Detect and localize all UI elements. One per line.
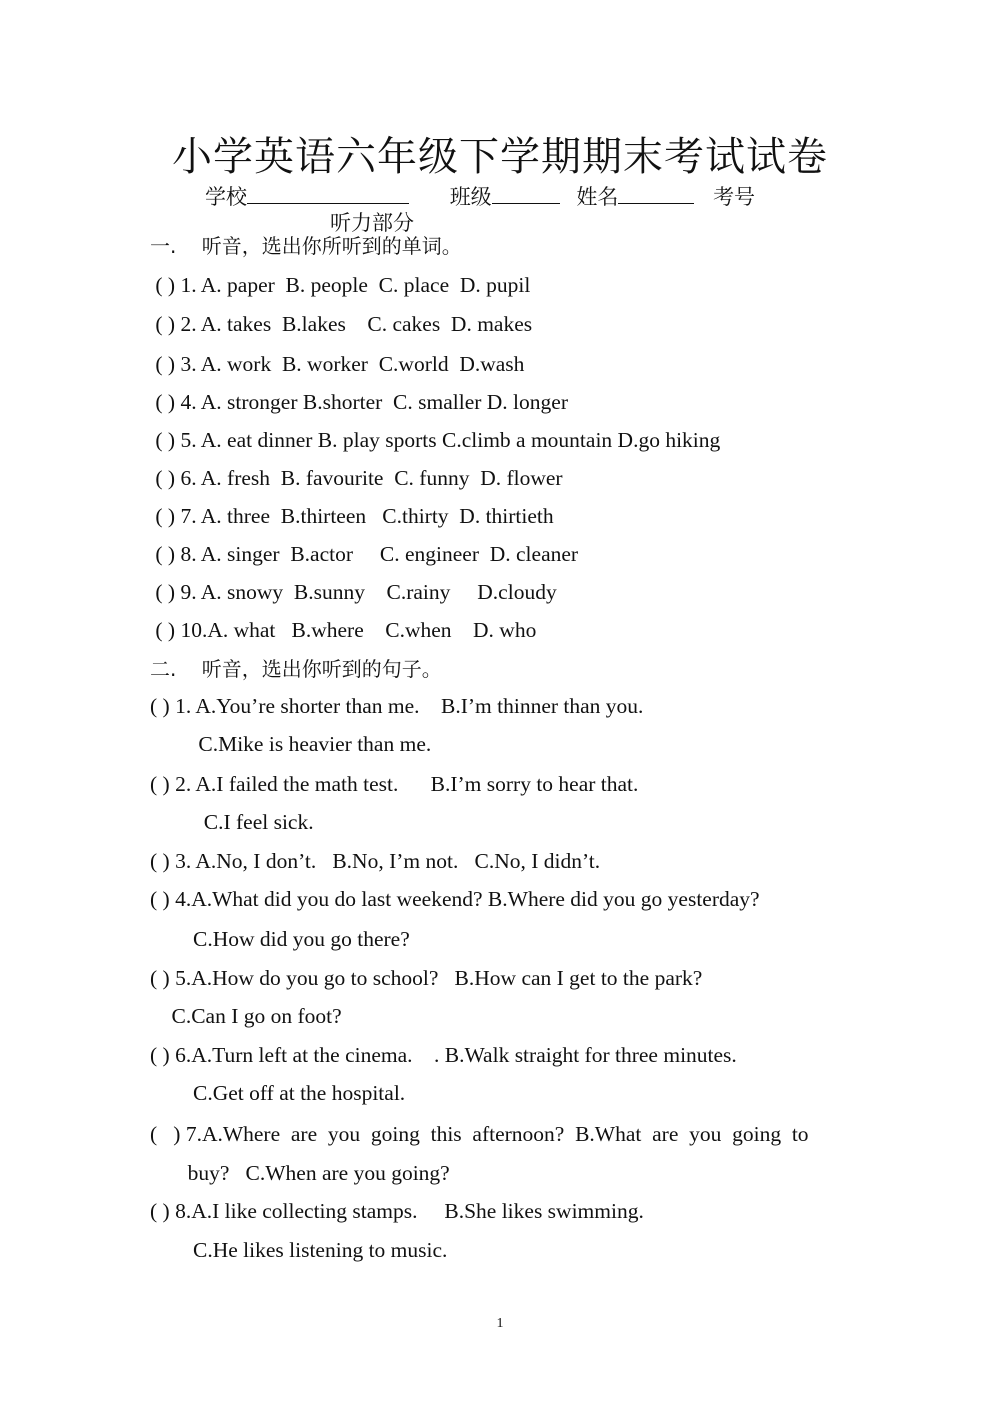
name-label: 姓名 <box>576 185 619 209</box>
sentence-line: ( ) 6.A.Turn left at the cinema. . B.Walk straight for three minutes. <box>150 1043 737 1067</box>
question-item: ( ) 8. A. singer B.actor C. engineer D. cleaner <box>150 542 579 566</box>
sentence-line: ( ) 3. A.No, I don’t. B.No, I’m not. C.No, I didn’t. <box>150 849 601 873</box>
exam-number-label: 考号 <box>713 185 756 209</box>
page-number: 1 <box>496 1316 504 1331</box>
sentence-line: ( ) 1. A.You’re shorter than me. B.I’m thinner than you. <box>150 694 644 718</box>
exam-title: 小学英语六年级下学期期末考试试卷 <box>172 134 828 180</box>
sentence-line: ( ) 8.A.I like collecting stamps. B.She likes swimming. <box>150 1199 644 1223</box>
question-item: ( ) 1. A. paper B. people C. place D. pupil <box>150 273 531 297</box>
section1-heading: 一. 听音，选出你所听到的单词。 <box>150 234 462 258</box>
sentence-line: C.He likes listening to music. <box>150 1238 448 1262</box>
sentence-line: buy? C.When are you going? <box>150 1161 450 1185</box>
sentence-line: ( ) 7.A.Where are you going this afternoon? B.What are you going to <box>150 1122 809 1146</box>
sentence-line: C.How did you go there? <box>150 927 410 951</box>
question-item: ( ) 5. A. eat dinner B. play sports C.climb a mountain D.go hiking <box>150 428 721 452</box>
question-item: ( ) 3. A. work B. worker C.world D.wash <box>150 352 525 376</box>
sentence-line: ( ) 2. A.I failed the math test. B.I’m sorry to hear that. <box>150 772 639 796</box>
sentence-line: C.Can I go on foot? <box>150 1004 342 1028</box>
question-item: ( ) 6. A. fresh B. favourite C. funny D. flower <box>150 466 563 490</box>
sentence-line: C.Get off at the hospital. <box>150 1081 406 1105</box>
name-blank[interactable] <box>618 183 694 204</box>
school-blank[interactable] <box>247 183 409 204</box>
sentence-line: ( ) 5.A.How do you go to school? B.How can I get to the park? <box>150 966 703 990</box>
sentence-line: ( ) 4.A.What did you do last weekend? B.Where did you go yesterday? <box>150 887 760 911</box>
class-blank[interactable] <box>492 183 560 204</box>
question-item: ( ) 9. A. snowy B.sunny C.rainy D.cloudy <box>150 580 557 604</box>
class-label: 班级 <box>449 185 492 209</box>
sentence-line: C.I feel sick. <box>150 810 314 834</box>
question-item: ( ) 10.A. what B.where C.when D. who <box>150 618 537 642</box>
student-info-row <box>205 183 755 211</box>
question-item: ( ) 4. A. stronger B.shorter C. smaller D. longer <box>150 390 568 414</box>
sentence-line: C.Mike is heavier than me. <box>150 732 432 756</box>
question-item: ( ) 7. A. three B.thirteen C.thirty D. thirtieth <box>150 504 554 528</box>
question-item: ( ) 2. A. takes B.lakes C. cakes D. makes <box>150 312 533 336</box>
section2-heading: 二. 听音，选出你听到的句子。 <box>150 657 442 681</box>
school-label: 学校 <box>205 185 247 209</box>
listening-section-heading: 听力部分 <box>330 211 414 235</box>
